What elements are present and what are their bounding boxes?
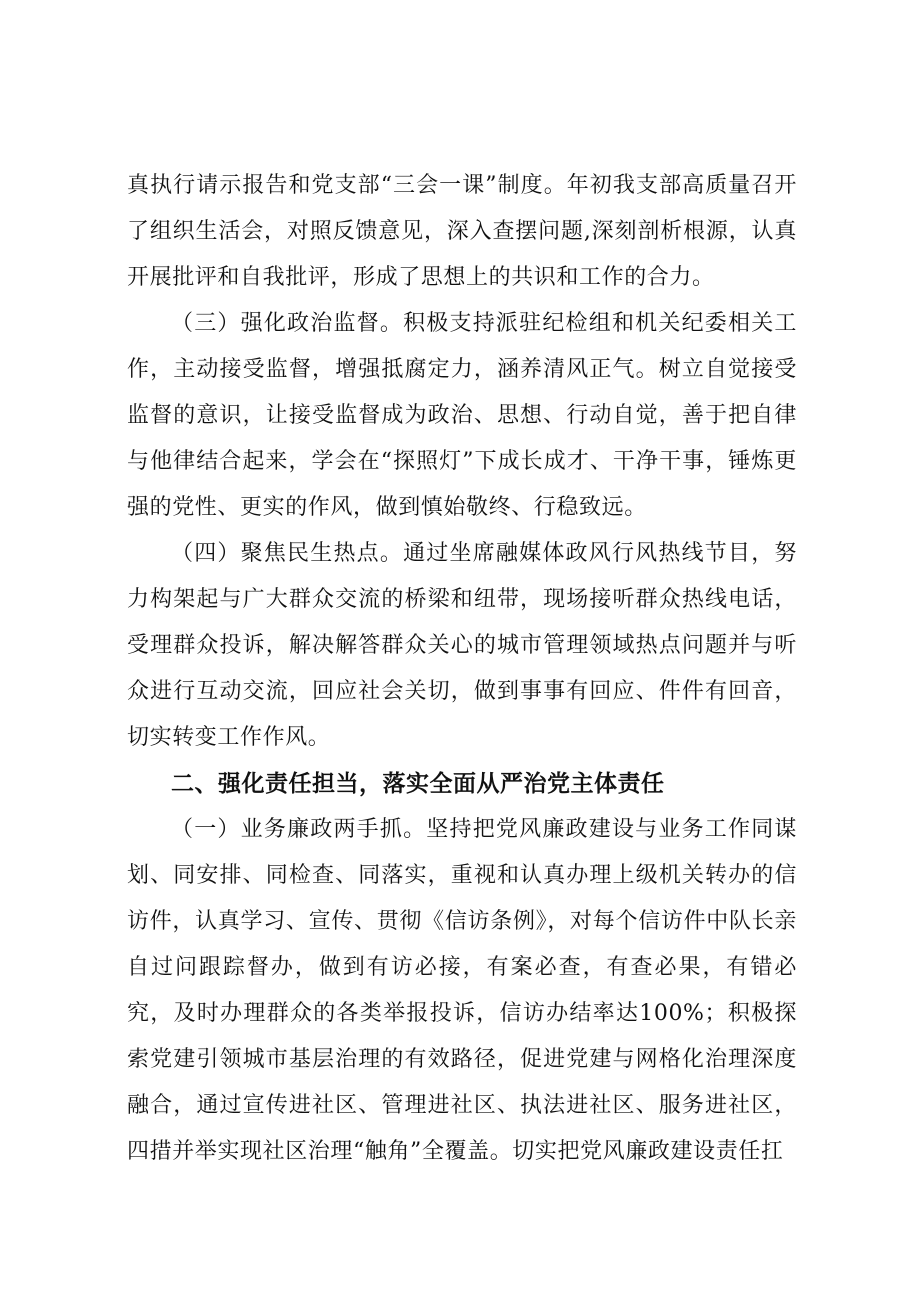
paragraph-livelihood-hotspots: （四）聚焦民生热点。通过坐席融媒体政风行风热线节目，努力构架起与广大群众交流的桥梁和纽带，现场接听群众热线电话，受理群众投诉，解决解答群众关心的城市管理领域热点问题并与听众进行互动交流，回应社会关切，做到事事有回应、件件有回音，切实转变工作作风。: [127, 541, 797, 750]
paragraph-political-supervision: （三）强化政治监督。积极支持派驻纪检组和机关纪委相关工作，主动接受监督，增强抵腐定力，涵养清风正气。树立自觉接受监督的意识，让接受监督成为政治、思想、行动自觉，善于把自律与他律结合起来，学会在“探照灯”下成长成才、干净干事，锤炼更强的党性、更实的作风，做到慎始敬终、行稳致远。: [127, 311, 797, 520]
document-body: [127, 163, 797, 1175]
paragraph-reporting-system: 真执行请示报告和党支部“三会一课”制度。年初我支部高质量召开了组织生活会，对照反馈意见，深入查摆问题,深刻剖析根源，认真开展批评和自我批评，形成了思想上的共识和工作的合力。: [127, 173, 797, 290]
section-heading: 二、强化责任担当，落实全面从严治党主体责任: [171, 771, 665, 797]
paragraph-business-integrity: （一）业务廉政两手抓。坚持把党风廉政建设与业务工作同谋划、同安排、同检查、同落实，重视和认真办理上级机关转办的信访件，认真学习、宣传、贯彻《信访条例》，对每个信访件中队长亲自过问跟踪督办，做到有访必接，有案必查，有查必果，有错必究，及时办理群众的各类举报投诉，信访办结率达100%；积极探索党建引领城市基层治理的有效路径，促进党建与网格化治理深度融合，通过宣传进社区、管理进社区、执法进社区、服务进社区，四措并举实现社区治理“触角”全覆盖。切实把党风廉政建设责任扛: [127, 817, 797, 1164]
